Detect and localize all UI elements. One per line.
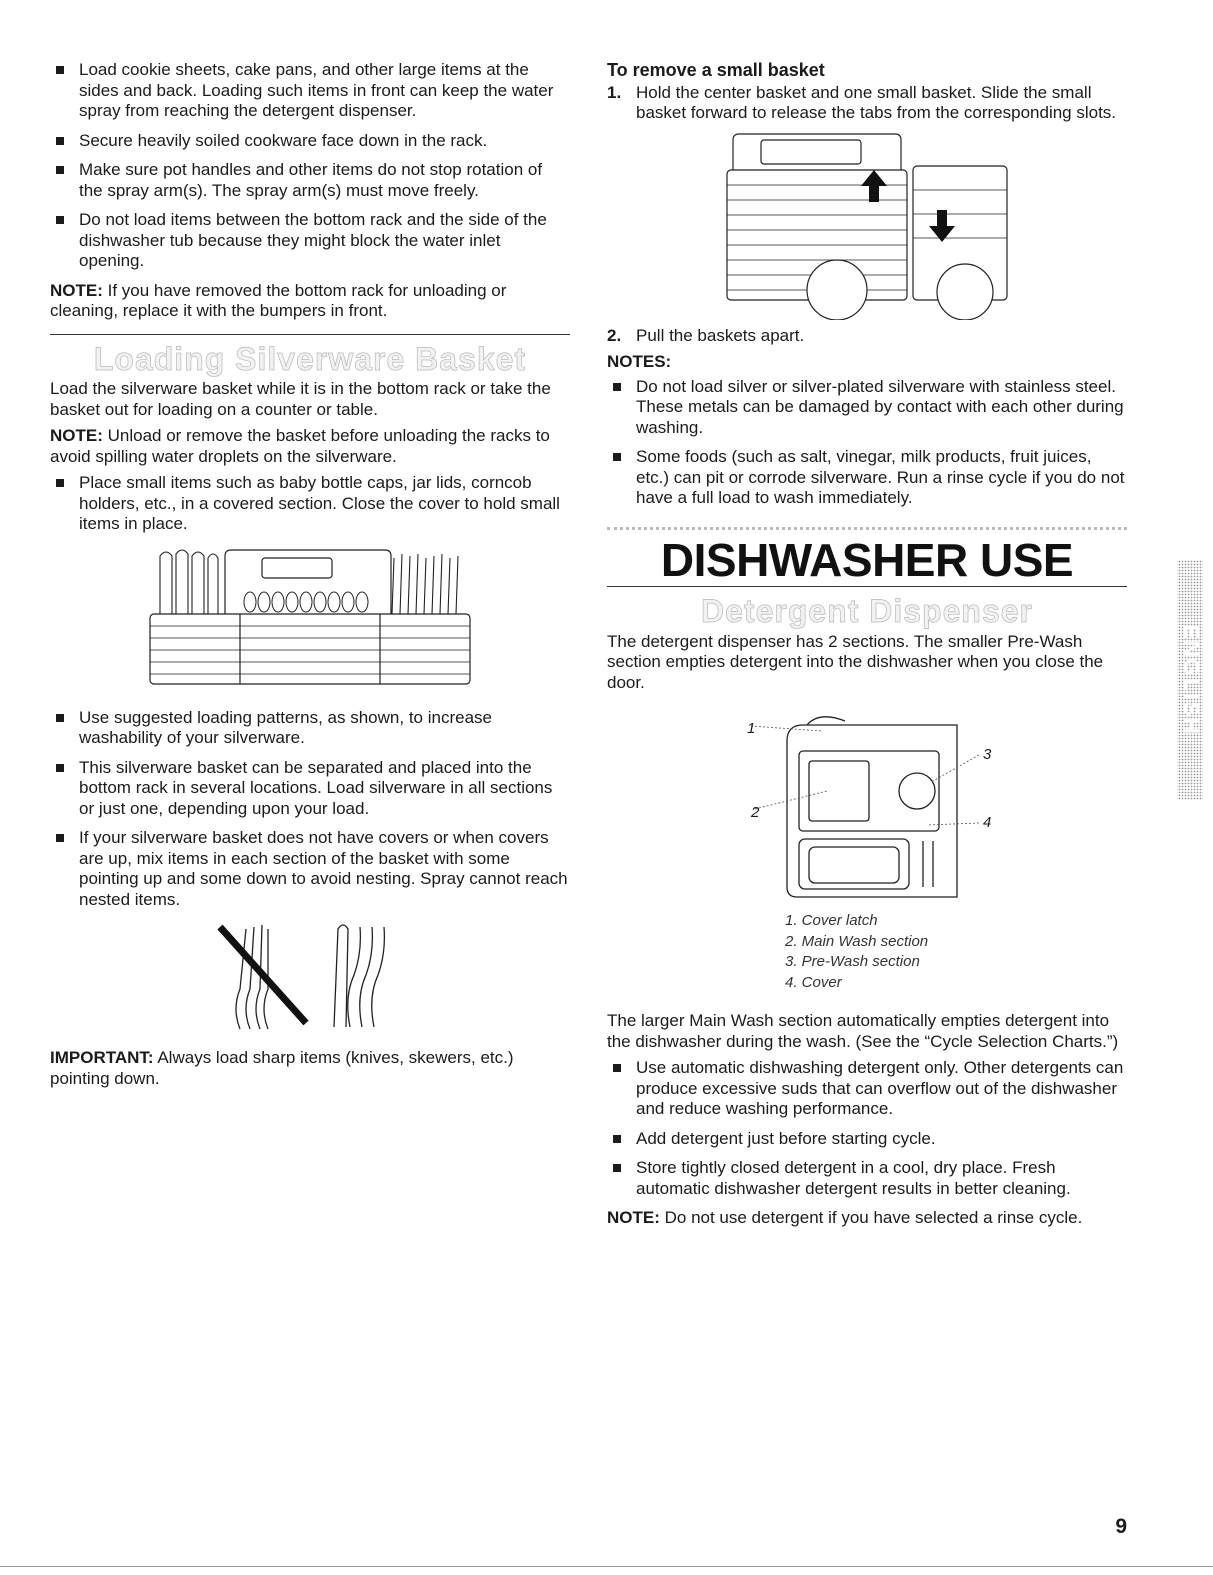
- section-divider: [607, 586, 1127, 587]
- main-wash-text: The larger Main Wash section automatically empties detergent into the dishwasher during the wash. (See the “Cycle Selection Charts.”): [607, 1011, 1119, 1051]
- list-item: Use automatic dishwashing detergent only. Other detergents can produce excessive suds that can overflow out of the dishwasher and reduce washing performance.: [607, 1058, 1127, 1120]
- silverware-intro: Load the silverware basket while it is in the bottom rack or take the basket out for loading on a counter or table.: [50, 379, 551, 419]
- list-item: This silverware basket can be separated and placed into the bottom rack in several locations. Load silverware in all sections or just one, depending upon your load.: [50, 758, 570, 820]
- caption: 3. Pre-Wash section: [785, 953, 920, 970]
- note-text: If you have removed the bottom rack for unloading or cleaning, replace it with the bumpers in front.: [50, 280, 507, 320]
- detergent-dispenser-figure: [727, 711, 1027, 901]
- callout-1: 1: [747, 720, 756, 737]
- notes-list: [607, 377, 1127, 509]
- remove-basket-steps: [607, 83, 1127, 124]
- side-tab-graphic: [1175, 560, 1205, 800]
- list-item: Do not load items between the bottom rack and the side of the dishwasher tub because they might block the water inlet opening.: [50, 210, 570, 272]
- left-column: [50, 60, 570, 1095]
- caption: 2. Main Wash section: [785, 932, 929, 950]
- list-item: Do not load silver or silver-plated silverware with stainless steel. These metals can be damaged by contact with each other during washing.: [607, 377, 1127, 439]
- list-item: Place small items such as baby bottle caps, jar lids, corncob holders, etc., in a covered section. Close the cover to hold small items in place.: [50, 473, 570, 535]
- bottom-edge-line: [0, 1566, 1213, 1567]
- bumpers-note: [50, 281, 570, 322]
- silverware-basket-illustration: [130, 544, 490, 694]
- page-number: 9: [1115, 1515, 1127, 1538]
- caption: 1. Cover latch: [785, 912, 878, 929]
- right-column: [607, 60, 1127, 1235]
- important-note: [50, 1048, 570, 1089]
- list-item: Secure heavily soiled cookware face down in the rack.: [50, 131, 570, 152]
- important-label: IMPORTANT:: [50, 1048, 154, 1067]
- notes-label: NOTES:: [607, 352, 672, 371]
- detergent-dispenser-illustration: [727, 711, 1027, 901]
- dotted-divider: [607, 527, 1127, 530]
- page-title-dishwasher-use: DISHWASHER USE: [660, 533, 1074, 586]
- small-items-list: [50, 473, 570, 535]
- list-item: Load cookie sheets, cake pans, and other large items at the sides and back. Loading such items in front can keep the water spray from reaching the detergent dispenser.: [50, 60, 570, 122]
- list-item: Use suggested loading patterns, as shown, to increase washability of your silverware.: [50, 708, 570, 749]
- step-text: Pull the baskets apart.: [636, 325, 805, 345]
- rinse-cycle-note: [607, 1208, 1127, 1229]
- step-number: 2.: [607, 325, 622, 345]
- section-title-detergent-dispenser: Detergent Dispenser: [701, 593, 1033, 629]
- subhead-remove-small-basket: To remove a small basket: [607, 60, 825, 80]
- nesting-illustration: [210, 919, 410, 1034]
- section-divider: [50, 334, 570, 335]
- detergent-tips-list: [607, 1058, 1127, 1199]
- callout-2: 2: [751, 804, 760, 821]
- step-number: 1.: [607, 82, 622, 102]
- step-2: [607, 326, 1127, 347]
- unload-note: [50, 426, 570, 467]
- silverware-tips-list: [50, 708, 570, 911]
- caption: 4. Cover: [785, 973, 842, 991]
- list-item: Store tightly closed detergent in a cool, dry place. Fresh automatic dishwasher detergent results in better cleaning.: [607, 1158, 1127, 1199]
- list-item: Make sure pot handles and other items do not stop rotation of the spray arm(s). The spray arm(s) must move freely.: [50, 160, 570, 201]
- loading-tips-list: [50, 60, 570, 272]
- important-text: Always load sharp items (knives, skewers, etc.) pointing down.: [50, 1048, 514, 1088]
- note-label: NOTE:: [50, 426, 103, 445]
- note-label: NOTE:: [50, 280, 103, 300]
- note-text: Do not use detergent if you have selected a rinse cycle.: [659, 1208, 1083, 1227]
- step-1: [607, 83, 1127, 124]
- section-title-silverware-basket: Loading Silverware Basket: [93, 340, 527, 377]
- dispenser-intro: The detergent dispenser has 2 sections. The smaller Pre-Wash section empties detergent into the dishwasher when you close the door.: [607, 631, 1104, 692]
- list-item: If your silverware basket does not have covers or when covers are up, mix items in each section of the basket with some pointing up and some down to avoid nesting. Spray cannot reach nested items.: [50, 828, 570, 910]
- step-text: Hold the center basket and one small basket. Slide the small basket forward to release the tabs from the corresponding slots.: [636, 82, 1117, 122]
- callout-3: 3: [983, 746, 992, 763]
- note-text: Unload or remove the basket before unloading the racks to avoid spilling water droplets on the silverware.: [50, 426, 550, 466]
- note-label: NOTE:: [607, 1208, 660, 1227]
- list-item: Some foods (such as salt, vinegar, milk products, fruit juices, etc.) can pit or corrode silverware. Run a rinse cycle if you do not have a full load to wash immediately.: [607, 447, 1127, 509]
- side-tab-label: ENGLISH: [1179, 624, 1205, 736]
- remove-basket-steps-continued: [607, 326, 1127, 347]
- list-item: Add detergent just before starting cycle.: [607, 1129, 1127, 1150]
- separate-baskets-illustration: [717, 130, 1017, 320]
- callout-4: 4: [983, 814, 992, 831]
- dispenser-captions: [785, 911, 1127, 993]
- side-language-tab: [1175, 560, 1205, 800]
